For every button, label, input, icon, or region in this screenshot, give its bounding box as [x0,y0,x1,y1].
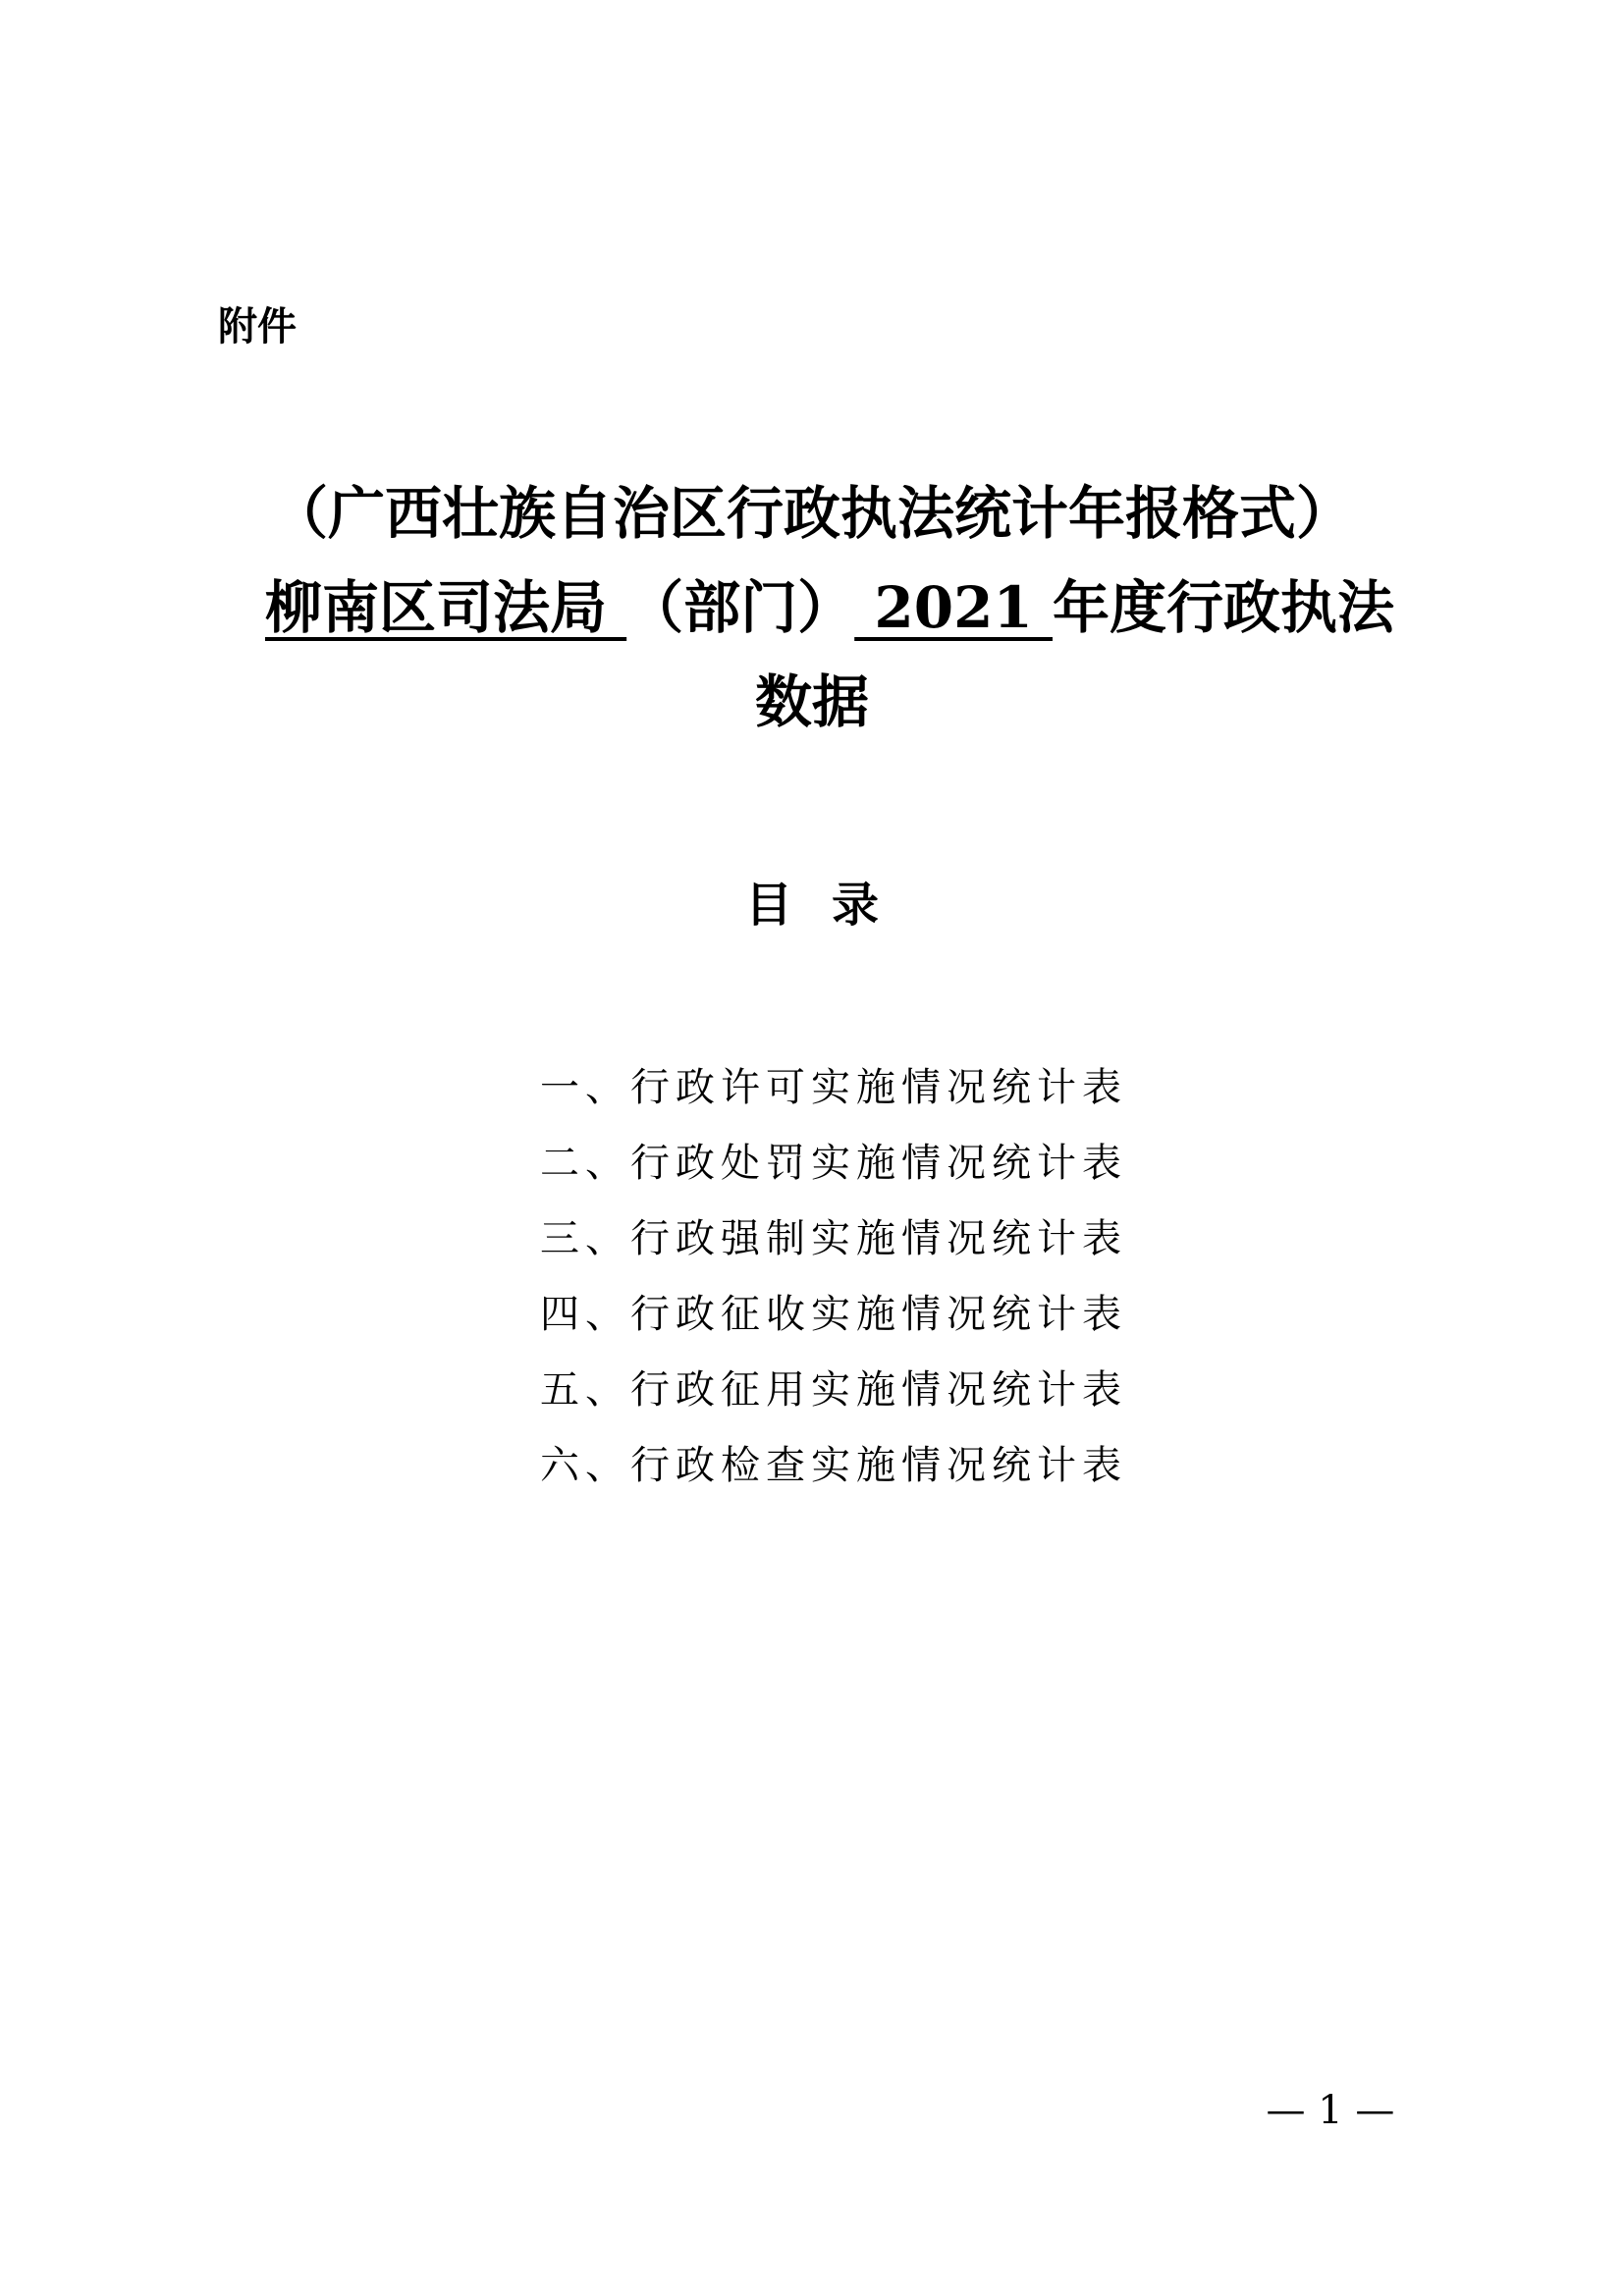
toc-item-requisition: 五、行政征用实施情况统计表 [540,1367,1127,1413]
toc-item-inspection: 六、行政检查实施情况统计表 [540,1443,1127,1488]
toc-item-penalty: 二、行政处罚实施情况统计表 [540,1141,1127,1186]
toc-heading: 目录 [744,878,918,933]
report-year: 2021 [854,574,1053,641]
title-format-line: （广西壮族自治区行政执法统计年报格式） [270,480,1353,547]
document-title [0,466,1624,749]
title-department-line [18,561,1624,655]
toc-item-permit: 一、行政许可实施情况统计表 [540,1065,1127,1110]
toc-item-levy: 四、行政征收实施情况统计表 [540,1292,1127,1337]
page-number: — 1 — [1266,2088,1395,2133]
title-last-line: 数据 [754,668,869,735]
department-name: 柳南区司法局 [264,574,627,641]
attachment-label: 附件 [218,304,297,349]
department-suffix: （部门） [626,574,855,641]
year-suffix: 年度行政执法 [1053,574,1395,641]
toc-list [540,1050,1127,1504]
toc-item-enforcement: 三、行政强制实施情况统计表 [540,1216,1127,1261]
